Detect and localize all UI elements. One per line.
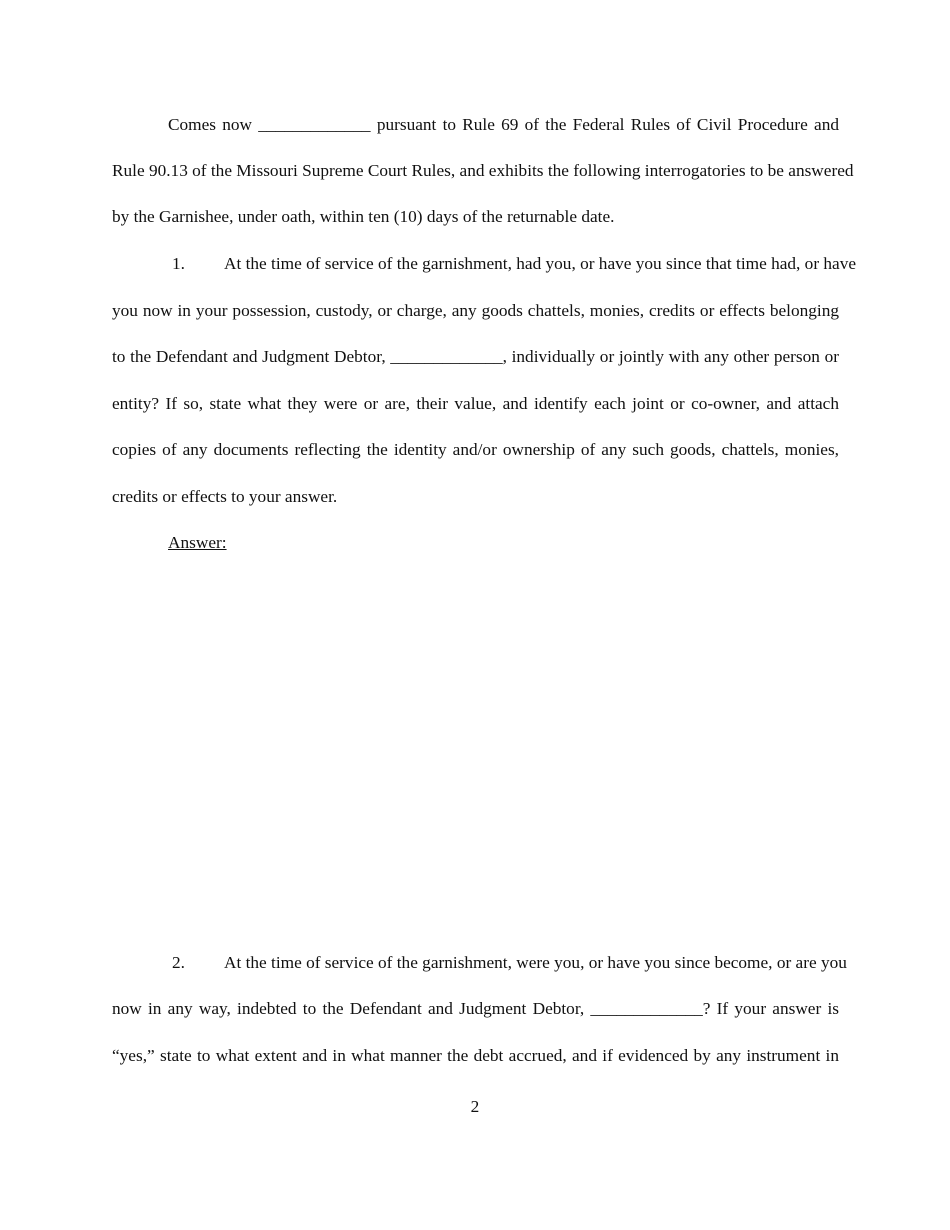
page-number: 2 bbox=[470, 1097, 480, 1116]
interrogatory-1-number: 1. bbox=[172, 254, 185, 273]
interrogatory-1-line-6: credits or effects to your answer. bbox=[112, 487, 338, 506]
interrogatory-1-line-5: copies of any documents reflecting the identity and/or ownership of any such goods, chattels, monies, bbox=[112, 440, 839, 459]
interrogatory-1-line-4: entity? If so, state what they were or are, their value, and identify each joint or co-owner, and attach bbox=[112, 394, 839, 413]
interrogatory-2-line-2: now in any way, indebted to the Defendant and Judgment Debtor, _____________? If your answer is bbox=[112, 999, 839, 1018]
interrogatory-2-line-3: “yes,” state to what extent and in what manner the debt accrued, and if evidenced by any instrument in bbox=[112, 1046, 839, 1065]
intro-line-1: Comes now _____________ pursuant to Rule 69 of the Federal Rules of Civil Procedure and bbox=[168, 115, 839, 134]
interrogatory-1-line-2: you now in your possession, custody, or charge, any goods chattels, monies, credits or effects belonging bbox=[112, 301, 839, 320]
interrogatory-1-line-3: to the Defendant and Judgment Debtor, _____________, individually or jointly with any other person or bbox=[112, 347, 839, 366]
answer-label: Answer: bbox=[168, 533, 227, 552]
intro-line-3: by the Garnishee, under oath, within ten (10) days of the returnable date. bbox=[112, 207, 615, 226]
interrogatory-1-first-line: At the time of service of the garnishment, had you, or have you since that time had, or have bbox=[224, 254, 857, 273]
intro-line-2: Rule 90.13 of the Missouri Supreme Court Rules, and exhibits the following interrogatories to be answered bbox=[112, 161, 854, 180]
interrogatory-2-number: 2. bbox=[172, 953, 185, 972]
interrogatory-2-first-line: At the time of service of the garnishment, were you, or have you since become, or are you bbox=[224, 953, 847, 972]
